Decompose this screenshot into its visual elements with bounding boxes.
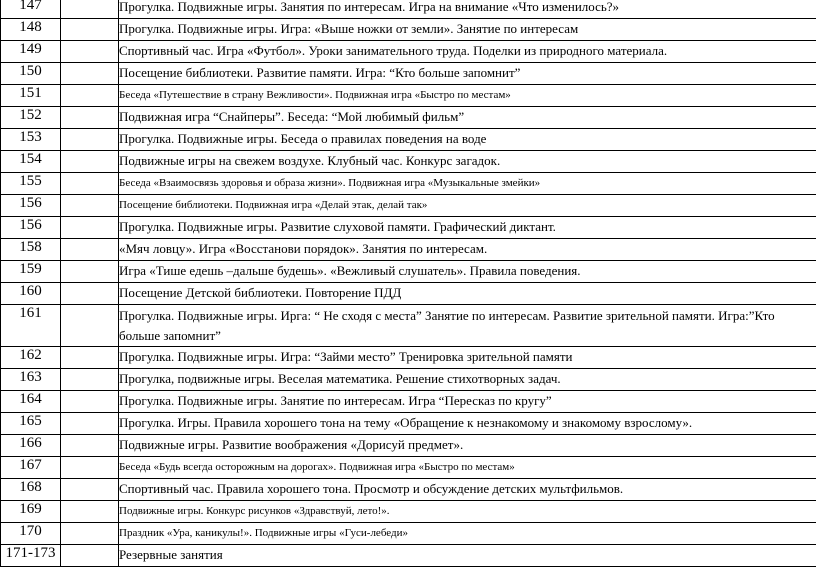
table-row — [1, 0, 816, 19]
table-row — [1, 305, 816, 347]
table-row — [1, 369, 816, 391]
lesson-topic: Посещение Детской библиотеки. Повторение ПДД — [119, 283, 816, 305]
lesson-number: 163 — [1, 369, 61, 391]
lesson-topic: Резервные занятия — [119, 545, 816, 567]
lesson-number: 151 — [1, 85, 61, 107]
empty-date-cell — [61, 41, 119, 63]
table-row — [1, 391, 816, 413]
lesson-topic: Прогулка. Подвижные игры. Занятия по интересам. Игра на внимание «Что изменилось?» — [119, 0, 816, 19]
table-row — [1, 151, 816, 173]
lesson-topic: Беседа «Взаимосвязь здоровья и образа жизни». Подвижная игра «Музыкальные змейки» — [119, 173, 816, 195]
lesson-topic: Прогулка. Подвижные игры. Развитие слуховой памяти. Графический диктант. — [119, 217, 816, 239]
table-row — [1, 239, 816, 261]
empty-date-cell — [61, 457, 119, 479]
table-row — [1, 63, 816, 85]
empty-date-cell — [61, 435, 119, 457]
lesson-number: 171-173 — [1, 545, 61, 567]
lesson-number: 169 — [1, 501, 61, 523]
empty-date-cell — [61, 523, 119, 545]
table-row — [1, 129, 816, 151]
table-row — [1, 217, 816, 239]
lesson-number: 150 — [1, 63, 61, 85]
lesson-number: 166 — [1, 435, 61, 457]
lesson-number: 162 — [1, 347, 61, 369]
empty-date-cell — [61, 195, 119, 217]
empty-date-cell — [61, 107, 119, 129]
lesson-number: 156 — [1, 195, 61, 217]
table-row — [1, 347, 816, 369]
empty-date-cell — [61, 63, 119, 85]
lesson-topic: Беседа «Будь всегда осторожным на дорогах». Подвижная игра «Быстро по местам» — [119, 457, 816, 479]
lesson-topic: Посещение библиотеки. Развитие памяти. Игра: “Кто больше запомнит” — [119, 63, 816, 85]
lesson-topic: Подвижные игры. Конкурс рисунков «Здравствуй, лето!». — [119, 501, 816, 523]
empty-date-cell — [61, 19, 119, 41]
empty-date-cell — [61, 151, 119, 173]
table-row — [1, 283, 816, 305]
table-row — [1, 479, 816, 501]
empty-date-cell — [61, 261, 119, 283]
lesson-topic: Прогулка. Подвижные игры. Иргa: “ Не сходя с места” Занятие по интересам. Развитие зрительной памяти. Игра:”Кто больше запомнит” — [119, 305, 816, 347]
empty-date-cell — [61, 173, 119, 195]
empty-date-cell — [61, 347, 119, 369]
lesson-number: 158 — [1, 239, 61, 261]
table-row — [1, 523, 816, 545]
lesson-number: 164 — [1, 391, 61, 413]
empty-date-cell — [61, 305, 119, 347]
empty-date-cell — [61, 239, 119, 261]
table-row — [1, 107, 816, 129]
empty-date-cell — [61, 479, 119, 501]
empty-date-cell — [61, 0, 119, 19]
lesson-topic: Праздник «Ура, каникулы!». Подвижные игры «Гуси-лебеди» — [119, 523, 816, 545]
lesson-rows — [1, 0, 816, 567]
lesson-topic: Спортивный час. Игра «Футбол». Уроки занимательного труда. Поделки из природного материала. — [119, 41, 816, 63]
table-row — [1, 501, 816, 523]
empty-date-cell — [61, 283, 119, 305]
lesson-number: 149 — [1, 41, 61, 63]
lesson-number: 153 — [1, 129, 61, 151]
lesson-number: 161 — [1, 305, 61, 347]
lesson-topic: Прогулка. Подвижные игры. Занятие по интересам. Игра “Пересказ по кругу” — [119, 391, 816, 413]
empty-date-cell — [61, 129, 119, 151]
lesson-topic: Прогулка. Игры. Правила хорошего тона на тему «Обращение к незнакомому и знакомому взрослому». — [119, 413, 816, 435]
lesson-topic: Подвижные игры. Развитие воображения «Дорисуй предмет». — [119, 435, 816, 457]
lesson-number: 147 — [1, 0, 61, 19]
table-row — [1, 195, 816, 217]
table-row — [1, 413, 816, 435]
empty-date-cell — [61, 217, 119, 239]
empty-date-cell — [61, 369, 119, 391]
table-row — [1, 435, 816, 457]
lesson-number: 167 — [1, 457, 61, 479]
lesson-topic: Беседа «Путешествие в страну Вежливости». Подвижная игра «Быстро по местам» — [119, 85, 816, 107]
lesson-number: 159 — [1, 261, 61, 283]
table-row — [1, 545, 816, 567]
lesson-number: 165 — [1, 413, 61, 435]
lesson-topic: Прогулка, подвижные игры. Веселая математика. Решение стихотворных задач. — [119, 369, 816, 391]
empty-date-cell — [61, 391, 119, 413]
table-row — [1, 85, 816, 107]
empty-date-cell — [61, 85, 119, 107]
lesson-number: 160 — [1, 283, 61, 305]
table-row — [1, 457, 816, 479]
lesson-topic: Подвижные игры на свежем воздухе. Клубный час. Конкурс загадок. — [119, 151, 816, 173]
lesson-number: 168 — [1, 479, 61, 501]
lesson-number: 170 — [1, 523, 61, 545]
lesson-topic: «Мяч ловцу». Игра «Восстанови порядок». Занятия по интересам. — [119, 239, 816, 261]
lesson-number: 156 — [1, 217, 61, 239]
table-row — [1, 261, 816, 283]
lesson-topic: Игра «Тише едешь –дальше будешь». «Вежливый слушатель». Правила поведения. — [119, 261, 816, 283]
table-row — [1, 173, 816, 195]
lesson-topic: Подвижная игра “Снайперы”. Беседа: “Мой любимый фильм” — [119, 107, 816, 129]
table-row — [1, 19, 816, 41]
lesson-topic: Спортивный час. Правила хорошего тона. Просмотр и обсуждение детских мультфильмов. — [119, 479, 816, 501]
table-row — [1, 41, 816, 63]
lesson-topic: Прогулка. Подвижные игры. Беседа о правилах поведения на воде — [119, 129, 816, 151]
lesson-number: 154 — [1, 151, 61, 173]
lesson-number: 148 — [1, 19, 61, 41]
empty-date-cell — [61, 413, 119, 435]
lesson-number: 152 — [1, 107, 61, 129]
lesson-topic: Прогулка. Подвижные игры. Игра: “Займи место” Тренировка зрительной памяти — [119, 347, 816, 369]
lesson-topic: Прогулка. Подвижные игры. Игра: «Выше ножки от земли». Занятие по интересам — [119, 19, 816, 41]
lesson-number: 155 — [1, 173, 61, 195]
empty-date-cell — [61, 545, 119, 567]
lesson-topic: Посещение библиотеки. Подвижная игра «Делай этак, делай так» — [119, 195, 816, 217]
empty-date-cell — [61, 501, 119, 523]
